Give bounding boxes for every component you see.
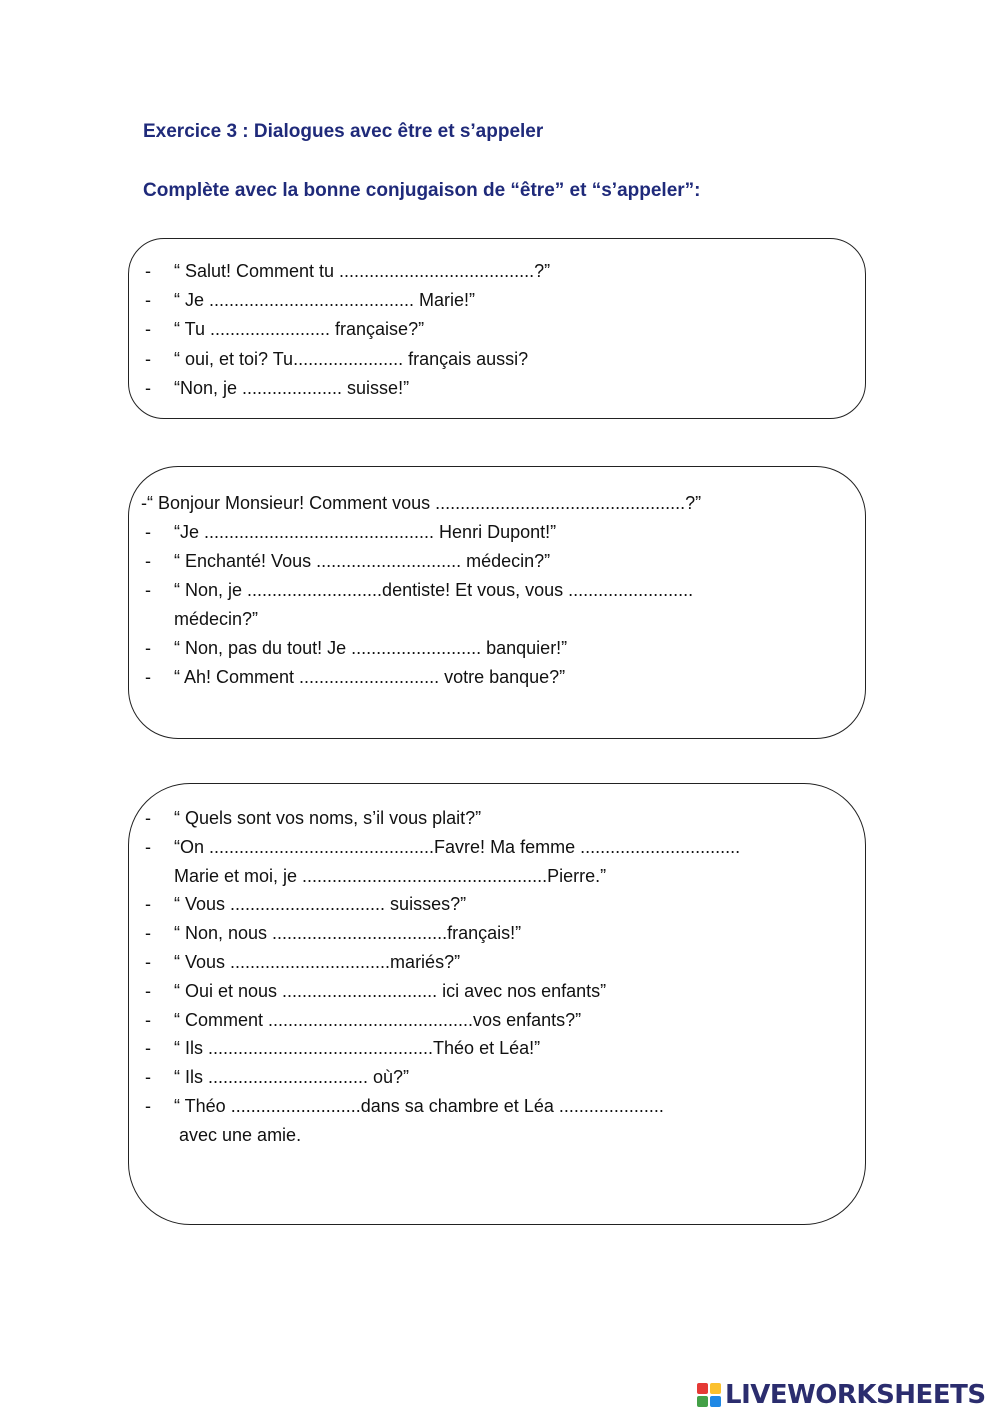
dialogue-line — [129, 1006, 865, 1035]
dialogue-line — [129, 1063, 865, 1092]
liveworksheets-logo[interactable] — [697, 1378, 986, 1412]
dialogue-line — [129, 1092, 865, 1121]
line-text: “ Ils ................................ où?” — [174, 1067, 410, 1088]
dialogue-line — [129, 547, 865, 576]
line-text: “ Je ......................................... Marie!” — [174, 290, 476, 311]
exercise-instruction: Complète avec la bonne conjugaison de “être” et “s’appeler”: — [143, 180, 701, 201]
line-text: “ Salut! Comment tu .......................................?” — [174, 261, 551, 281]
dialogue-line — [129, 286, 865, 315]
line-text: “ Ils .............................................Théo et Léa!” — [174, 1038, 541, 1059]
line-text: “ Non, pas du tout! Je .......................... banquier!” — [174, 638, 568, 658]
liveworksheets-logo-icon — [697, 1383, 721, 1407]
line-dash: - — [145, 290, 151, 311]
exercise-title: Exercice 3 : Dialogues avec être et s’appeler — [143, 121, 544, 142]
line-dash: - — [145, 951, 151, 972]
dialogue-lines — [129, 257, 865, 403]
dialogue-line — [129, 1121, 865, 1150]
line-dash: - — [145, 348, 151, 369]
dialogue-line — [129, 634, 865, 663]
line-dash: - — [145, 319, 151, 340]
line-text: “ Oui et nous ............................... ici avec nos enfants” — [174, 980, 607, 1001]
line-text: “ Quels sont vos noms, s’il vous plait?” — [174, 808, 482, 828]
line-text: “ Non, je ...........................dentiste! Et vous, vous ......................... — [174, 580, 694, 600]
line-dash: - — [145, 980, 151, 1001]
line-dash: - — [145, 638, 151, 658]
dialogue-box-3 — [128, 783, 866, 1225]
line-text: “ Ah! Comment ............................ votre banque?” — [174, 667, 566, 687]
dialogue-line — [129, 1034, 865, 1063]
line-text: médecin?” — [174, 609, 259, 629]
line-dash: - — [145, 580, 151, 600]
line-dash: - — [145, 261, 151, 281]
dialogue-line — [129, 576, 865, 605]
dialogue-line — [129, 663, 865, 692]
dialogue-line — [129, 257, 865, 286]
line-dash: - — [145, 377, 151, 398]
dialogue-box-1 — [128, 238, 866, 419]
line-dash: - — [145, 923, 151, 944]
line-text: “ oui, et toi? Tu...................... français aussi? — [174, 348, 529, 369]
dialogue-line — [129, 315, 865, 344]
dialogue-box-2 — [128, 466, 866, 739]
line-text: “Je .............................................. Henri Dupont!” — [174, 522, 557, 542]
line-text: “ Tu ........................ française?” — [174, 319, 425, 340]
line-dash: - — [145, 1067, 151, 1088]
line-dash: - — [145, 1038, 151, 1059]
dialogue-line — [129, 374, 865, 403]
line-text: avec une amie. — [179, 1124, 302, 1145]
line-text: Marie et moi, je .................................................Pierre.” — [174, 865, 607, 886]
dialogue-line — [129, 862, 865, 891]
line-dash: - — [145, 1009, 151, 1030]
line-text: “ Enchanté! Vous ............................. médecin?” — [174, 551, 551, 571]
dialogue-line — [129, 890, 865, 919]
dialogue-line — [129, 518, 865, 547]
dialogue-line — [129, 977, 865, 1006]
line-text: “Non, je .................... suisse!” — [174, 377, 410, 398]
dialogue-line — [129, 919, 865, 948]
line-text: -“ Bonjour Monsieur! Comment vous ..................................................?” — [141, 493, 702, 513]
line-dash: - — [145, 1095, 151, 1116]
line-text: “On .............................................Favre! Ma femme ................................ — [174, 836, 741, 857]
dialogue-line — [129, 605, 865, 634]
line-text: “ Théo ..........................dans sa chambre et Léa ..................... — [174, 1095, 664, 1116]
dialogue-line — [129, 833, 865, 862]
dialogue-line — [129, 804, 865, 833]
dialogue-line — [129, 948, 865, 977]
line-text: “ Vous ............................... suisses?” — [174, 894, 467, 915]
dialogue-line — [129, 489, 865, 518]
line-dash: - — [145, 522, 151, 542]
dialogue-lines — [129, 489, 865, 692]
line-dash: - — [145, 551, 151, 571]
line-dash: - — [145, 836, 151, 857]
line-text: “ Comment .........................................vos enfants?” — [174, 1009, 582, 1030]
line-dash: - — [145, 667, 151, 687]
line-text: “ Vous ................................mariés?” — [174, 951, 461, 972]
line-dash: - — [145, 808, 151, 828]
line-dash: - — [145, 894, 151, 915]
dialogue-line — [129, 345, 865, 374]
dialogue-lines — [129, 804, 865, 1150]
line-text: “ Non, nous ...................................français!” — [174, 923, 522, 944]
liveworksheets-logo-text: LIVEWORKSHEETS — [725, 1380, 986, 1410]
